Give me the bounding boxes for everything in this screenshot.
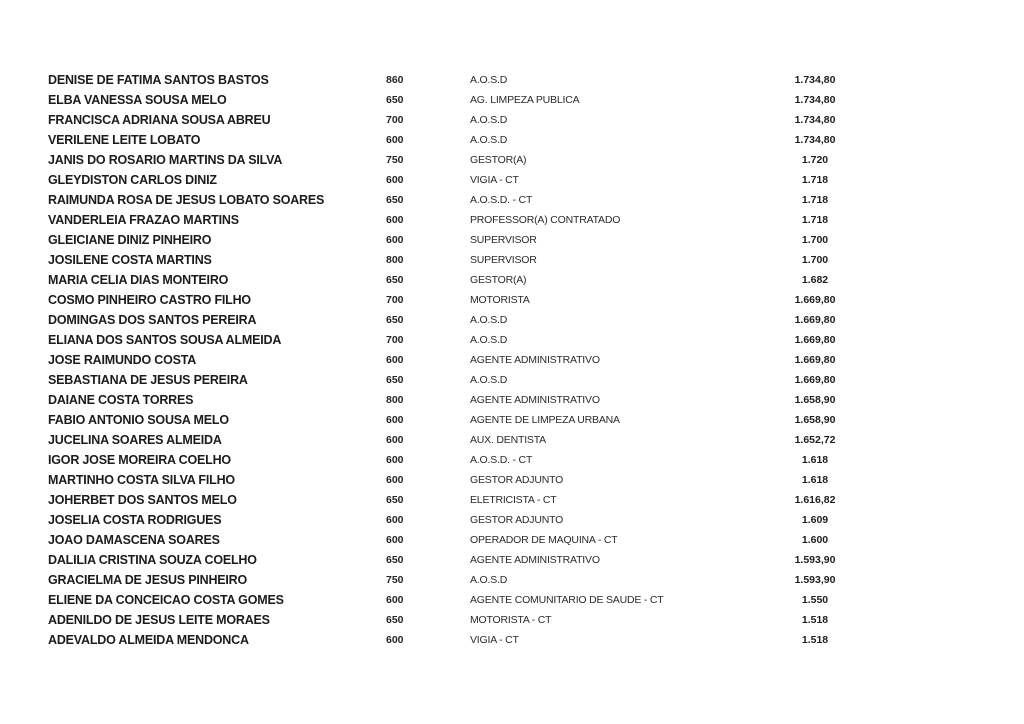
salary-value: 1.652,72 — [794, 434, 836, 446]
employee-name: MARIA CELIA DIAS MONTEIRO — [48, 273, 229, 287]
job-position: GESTOR ADJUNTO — [470, 514, 564, 526]
table-row — [0, 510, 1024, 530]
salary-value: 1.618 — [801, 454, 829, 466]
job-position: AG. LIMPEZA PUBLICA — [470, 94, 580, 106]
job-position: SUPERVISOR — [470, 254, 537, 266]
employee-name: ELIENE DA CONCEICAO COSTA GOMES — [48, 593, 284, 607]
job-position: GESTOR(A) — [470, 274, 527, 286]
employee-name: DAIANE COSTA TORRES — [48, 393, 194, 407]
hours-value: 600 — [386, 514, 404, 526]
employee-name: MARTINHO COSTA SILVA FILHO — [48, 473, 235, 487]
hours-value: 650 — [386, 374, 404, 386]
table-row — [0, 230, 1024, 250]
salary-value: 1.618 — [801, 474, 829, 486]
job-position: AGENTE ADMINISTRATIVO — [470, 394, 600, 406]
table-row — [0, 430, 1024, 450]
salary-value: 1.518 — [801, 634, 829, 646]
salary-value: 1.720 — [801, 154, 829, 166]
hours-value: 600 — [386, 634, 404, 646]
hours-value: 700 — [386, 114, 404, 126]
salary-value: 1.593,90 — [794, 574, 836, 586]
salary-value: 1.718 — [801, 174, 829, 186]
job-position: A.O.S.D — [470, 134, 508, 146]
employee-name: JOHERBET DOS SANTOS MELO — [48, 493, 237, 507]
job-position: OPERADOR DE MAQUINA - CT — [470, 534, 618, 546]
hours-value: 600 — [386, 174, 404, 186]
hours-value: 700 — [386, 294, 404, 306]
hours-value: 750 — [386, 154, 404, 166]
hours-value: 650 — [386, 194, 404, 206]
hours-value: 600 — [386, 234, 404, 246]
job-position: VIGIA - CT — [470, 634, 519, 646]
employee-name: DENISE DE FATIMA SANTOS BASTOS — [48, 73, 269, 87]
employee-name: ELBA VANESSA SOUSA MELO — [48, 93, 227, 107]
salary-value: 1.518 — [801, 614, 829, 626]
job-position: MOTORISTA — [470, 294, 530, 306]
job-position: PROFESSOR(A) CONTRATADO — [470, 214, 621, 226]
job-position: A.O.S.D — [470, 334, 508, 346]
employee-name: SEBASTIANA DE JESUS PEREIRA — [48, 373, 248, 387]
salary-value: 1.616,82 — [794, 494, 836, 506]
table-row — [0, 70, 1024, 90]
salary-value: 1.734,80 — [794, 114, 836, 126]
salary-value: 1.669,80 — [794, 314, 836, 326]
salary-value: 1.669,80 — [794, 354, 836, 366]
job-position: A.O.S.D. - CT — [470, 194, 533, 206]
table-row — [0, 170, 1024, 190]
hours-value: 700 — [386, 334, 404, 346]
salary-value: 1.593,90 — [794, 554, 836, 566]
hours-value: 800 — [386, 394, 404, 406]
job-position: GESTOR ADJUNTO — [470, 474, 564, 486]
salary-value: 1.700 — [801, 234, 829, 246]
job-position: A.O.S.D — [470, 574, 508, 586]
table-row — [0, 550, 1024, 570]
employee-name: FABIO ANTONIO SOUSA MELO — [48, 413, 229, 427]
employee-name: RAIMUNDA ROSA DE JESUS LOBATO SOARES — [48, 193, 325, 207]
job-position: ELETRICISTA - CT — [470, 494, 557, 506]
job-position: AGENTE ADMINISTRATIVO — [470, 354, 600, 366]
employee-name: GLEICIANE DINIZ PINHEIRO — [48, 233, 212, 247]
table-row — [0, 110, 1024, 130]
job-position: MOTORISTA - CT — [470, 614, 552, 626]
salary-value: 1.600 — [801, 534, 829, 546]
employee-name: DOMINGAS DOS SANTOS PEREIRA — [48, 313, 257, 327]
employee-name: VERILENE LEITE LOBATO — [48, 133, 201, 147]
job-position: A.O.S.D. - CT — [470, 454, 533, 466]
table-row — [0, 190, 1024, 210]
salary-value: 1.669,80 — [794, 374, 836, 386]
job-position: A.O.S.D — [470, 314, 508, 326]
hours-value: 650 — [386, 494, 404, 506]
hours-value: 600 — [386, 354, 404, 366]
employee-name: JANIS DO ROSARIO MARTINS DA SILVA — [48, 153, 283, 167]
employee-name: GRACIELMA DE JESUS PINHEIRO — [48, 573, 248, 587]
job-position: A.O.S.D — [470, 374, 508, 386]
hours-value: 600 — [386, 534, 404, 546]
employee-name: DALILIA CRISTINA SOUZA COELHO — [48, 553, 257, 567]
hours-value: 650 — [386, 314, 404, 326]
salary-value: 1.734,80 — [794, 94, 836, 106]
job-position: AUX. DENTISTA — [470, 434, 546, 446]
hours-value: 600 — [386, 454, 404, 466]
hours-value: 750 — [386, 574, 404, 586]
salary-value: 1.734,80 — [794, 74, 836, 86]
employee-name: JUCELINA SOARES ALMEIDA — [48, 433, 222, 447]
table-row — [0, 570, 1024, 590]
job-position: AGENTE COMUNITARIO DE SAUDE - CT — [470, 594, 664, 606]
salary-value: 1.734,80 — [794, 134, 836, 146]
job-position: AGENTE DE LIMPEZA URBANA — [470, 414, 620, 426]
salary-value: 1.682 — [801, 274, 829, 286]
hours-value: 800 — [386, 254, 404, 266]
table-row — [0, 150, 1024, 170]
hours-value: 600 — [386, 434, 404, 446]
table-row — [0, 90, 1024, 110]
hours-value: 650 — [386, 94, 404, 106]
employee-name: ADENILDO DE JESUS LEITE MORAES — [48, 613, 270, 627]
salary-value: 1.669,80 — [794, 294, 836, 306]
table-row — [0, 450, 1024, 470]
table-row — [0, 470, 1024, 490]
salary-value: 1.718 — [801, 214, 829, 226]
employee-name: JOSE RAIMUNDO COSTA — [48, 353, 197, 367]
salary-value: 1.669,80 — [794, 334, 836, 346]
hours-value: 600 — [386, 214, 404, 226]
employee-name: IGOR JOSE MOREIRA COELHO — [48, 453, 231, 467]
table-row — [0, 410, 1024, 430]
hours-value: 860 — [386, 74, 404, 86]
table-row — [0, 350, 1024, 370]
employee-name: VANDERLEIA FRAZAO MARTINS — [48, 213, 239, 227]
job-position: SUPERVISOR — [470, 234, 537, 246]
employee-name: JOAO DAMASCENA SOARES — [48, 533, 220, 547]
salary-value: 1.550 — [801, 594, 829, 606]
table-row — [0, 210, 1024, 230]
table-row — [0, 330, 1024, 350]
table-row — [0, 370, 1024, 390]
salary-value: 1.658,90 — [794, 394, 836, 406]
employee-name: ADEVALDO ALMEIDA MENDONCA — [48, 633, 249, 647]
table-row — [0, 490, 1024, 510]
job-position: A.O.S.D — [470, 114, 508, 126]
job-position: GESTOR(A) — [470, 154, 527, 166]
hours-value: 600 — [386, 414, 404, 426]
job-position: AGENTE ADMINISTRATIVO — [470, 554, 600, 566]
employee-name: FRANCISCA ADRIANA SOUSA ABREU — [48, 113, 271, 127]
employee-name: JOSILENE COSTA MARTINS — [48, 253, 212, 267]
table-row — [0, 310, 1024, 330]
table-row — [0, 630, 1024, 650]
hours-value: 600 — [386, 594, 404, 606]
table-row — [0, 250, 1024, 270]
hours-value: 600 — [386, 474, 404, 486]
table-row — [0, 390, 1024, 410]
salary-value: 1.718 — [801, 194, 829, 206]
table-row — [0, 290, 1024, 310]
salary-value: 1.609 — [801, 514, 829, 526]
table-row — [0, 590, 1024, 610]
hours-value: 600 — [386, 134, 404, 146]
employee-name: GLEYDISTON CARLOS DINIZ — [48, 173, 217, 187]
hours-value: 650 — [386, 614, 404, 626]
employee-name: ELIANA DOS SANTOS SOUSA ALMEIDA — [48, 333, 282, 347]
employee-salary-table — [0, 70, 1024, 650]
table-row — [0, 530, 1024, 550]
employee-name: COSMO PINHEIRO CASTRO FILHO — [48, 293, 251, 307]
hours-value: 650 — [386, 554, 404, 566]
table-row — [0, 610, 1024, 630]
job-position: A.O.S.D — [470, 74, 508, 86]
salary-value: 1.658,90 — [794, 414, 836, 426]
job-position: VIGIA - CT — [470, 174, 519, 186]
table-row — [0, 130, 1024, 150]
hours-value: 650 — [386, 274, 404, 286]
salary-value: 1.700 — [801, 254, 829, 266]
employee-name: JOSELIA COSTA RODRIGUES — [48, 513, 222, 527]
table-row — [0, 270, 1024, 290]
